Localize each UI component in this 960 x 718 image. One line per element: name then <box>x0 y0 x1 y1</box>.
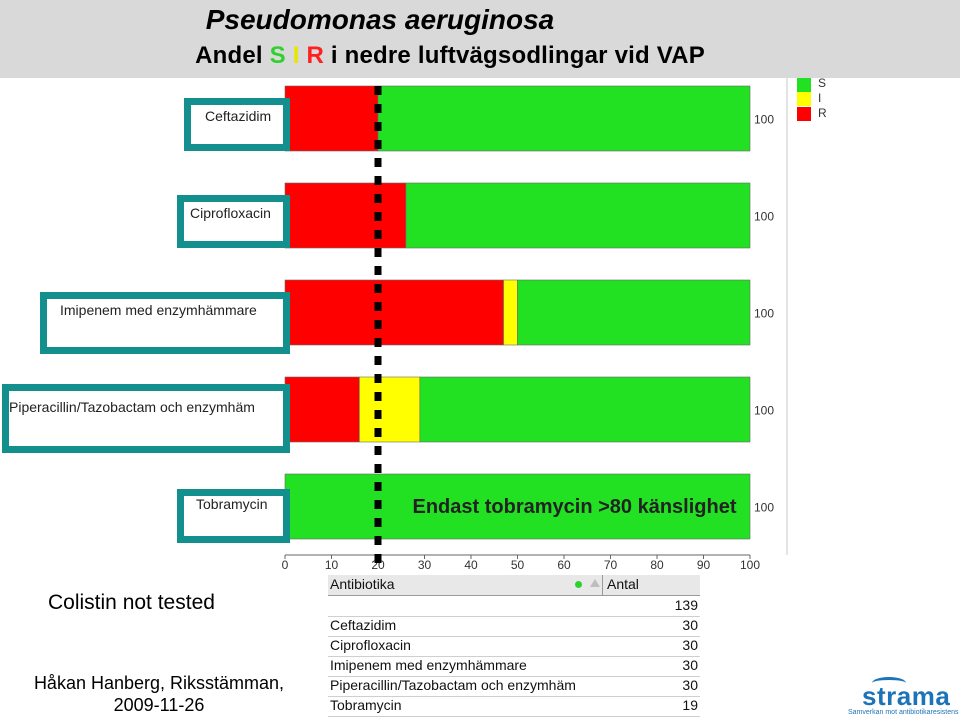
subtitle-prefix: Andel <box>195 42 270 69</box>
table-row <box>328 636 700 657</box>
right-strip <box>843 78 960 572</box>
subtitle-r: R <box>306 42 325 69</box>
table-cell-name: Piperacillin/Tazobactam och enzymhäm <box>330 677 576 693</box>
logo-wordmark: strama <box>862 681 951 711</box>
category-label: Piperacillin/Tazobactam och enzymhäm <box>9 399 255 415</box>
table-row <box>328 656 700 677</box>
colistin-note: Colistin not tested <box>48 591 215 614</box>
column-divider <box>602 575 603 595</box>
bar-segment-i <box>504 280 518 345</box>
bar-segment-r <box>285 377 359 442</box>
x-tick-label: 100 <box>739 558 761 572</box>
category-label-box-piperacillin <box>2 384 290 453</box>
bar-total-label: 100 <box>754 500 775 515</box>
footer-line-2: 2009-11-26 <box>113 695 205 715</box>
category-label-box-ceftazidim <box>184 98 290 151</box>
bar-segment-r <box>285 86 378 151</box>
bar-total-label: 100 <box>754 112 775 127</box>
footer-credit <box>0 672 318 716</box>
bar-segment-r <box>285 280 504 345</box>
bar-total-label: 100 <box>754 306 775 321</box>
bar-total-label: 100 <box>754 209 775 224</box>
x-tick-label: 60 <box>557 558 571 572</box>
table-cell-count: 30 <box>682 677 698 693</box>
subtitle-suffix: i nedre luftvägsodlingar vid VAP <box>324 42 705 69</box>
table-cell-count: 19 <box>682 697 698 713</box>
subtitle-s: S <box>269 42 286 69</box>
bar-segment-i <box>359 377 419 442</box>
legend-swatch-s <box>797 78 811 92</box>
category-label: Tobramycin <box>196 496 268 512</box>
x-tick-label: 0 <box>281 558 289 572</box>
table-row <box>328 676 700 697</box>
category-label-box-ciprofloxacin <box>177 195 290 248</box>
x-tick-label: 90 <box>696 558 711 572</box>
x-tick-label: 20 <box>371 558 385 572</box>
filter-dot-icon <box>575 581 582 588</box>
chart-title: Pseudomonas aeruginosa <box>205 4 555 35</box>
legend-swatch-i <box>797 92 811 106</box>
table-row <box>328 696 700 717</box>
legend-label-r: R <box>818 106 827 120</box>
table-cell-name: Ceftazidim <box>330 617 397 633</box>
table-header-antal[interactable]: Antal <box>607 576 639 592</box>
bar-segment-s <box>378 86 750 151</box>
table-cell-count: 30 <box>682 617 698 633</box>
bar-segment-r <box>285 183 406 248</box>
table-cell-count: 139 <box>674 597 698 613</box>
x-tick-label: 30 <box>417 558 432 572</box>
x-tick-label: 10 <box>324 558 339 572</box>
table-header <box>328 575 700 596</box>
table-cell-count: 30 <box>682 637 698 653</box>
x-tick-label: 40 <box>464 558 478 572</box>
chart-subtitle <box>0 42 930 70</box>
bar-segment-s <box>406 183 750 248</box>
bar-segment-s <box>420 377 750 442</box>
x-tick-label: 80 <box>650 558 664 572</box>
table-cell-count: 30 <box>682 657 698 673</box>
category-label: Imipenem med enzymhämmare <box>60 302 257 318</box>
table-cell-name: Imipenem med enzymhämmare <box>330 657 527 673</box>
footer-line-1: Håkan Hanberg, Riksstämman, <box>33 673 285 693</box>
bar-segment-s <box>518 280 751 345</box>
bar-total-label: 100 <box>754 403 775 418</box>
table-cell-name: Ciprofloxacin <box>330 637 411 653</box>
table-row <box>328 616 700 637</box>
table-row <box>328 596 700 617</box>
legend-label-i: I <box>818 91 822 105</box>
subtitle-i: I <box>292 42 300 69</box>
category-label: Ceftazidim <box>205 108 272 124</box>
category-label: Ciprofloxacin <box>190 205 271 221</box>
sort-ascending-icon[interactable] <box>590 579 600 587</box>
chart-annotation: Endast tobramycin >80 känslighet <box>412 496 737 518</box>
legend-label-s: S <box>818 76 827 90</box>
table-header-antibiotika[interactable]: Antibiotika <box>330 576 395 592</box>
logo-tagline: Samverkan mot antibiotikaresistens <box>848 709 959 716</box>
table-cell-name: Tobramycin <box>330 697 402 713</box>
x-tick-label: 70 <box>603 558 618 572</box>
legend-swatch-r <box>797 107 811 121</box>
x-tick-label: 50 <box>510 558 525 572</box>
